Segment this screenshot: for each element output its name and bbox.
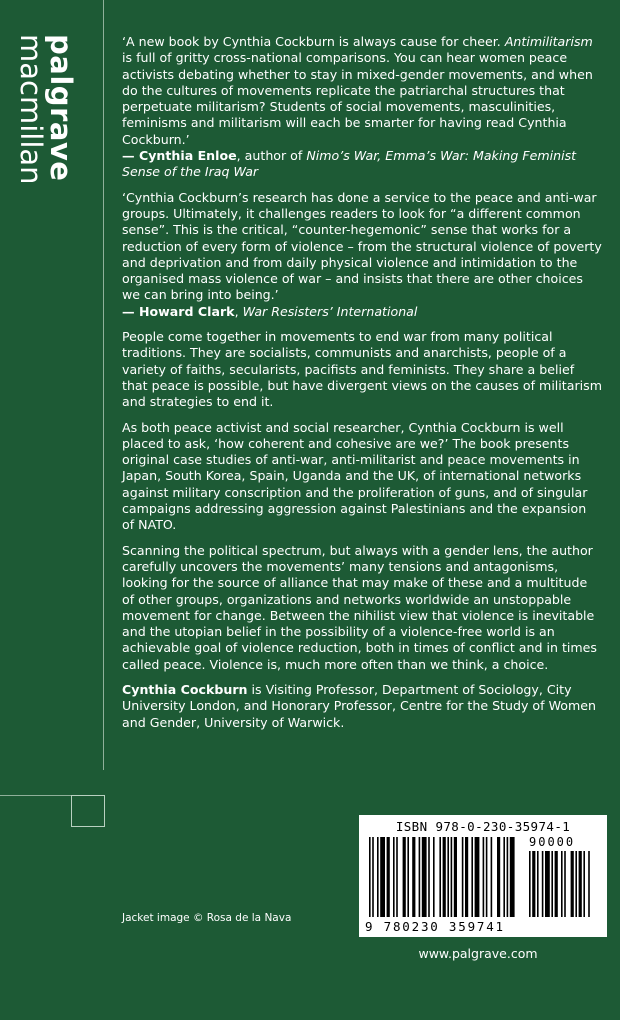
logo-line-palgrave: palgrave: [44, 34, 78, 182]
decorative-square-icon: [71, 795, 105, 827]
barcode-bar: [428, 837, 430, 917]
addon-bar: [579, 851, 582, 917]
addon-bar: [529, 851, 531, 917]
barcode-bar: [497, 837, 500, 917]
barcode-bar: [462, 837, 464, 917]
isbn-barcode: [359, 815, 607, 937]
back-cover-text: [122, 34, 602, 740]
jacket-image-credit: Jacket image © Rosa de la Nava: [122, 912, 292, 924]
barcode-bar: [377, 837, 379, 917]
review-attribution-1: — Cynthia Enloe, author of Nimo’s War, Emma’s War: Making Feminist Sense of the Iraq War: [122, 148, 577, 180]
barcode-bar: [393, 837, 395, 917]
barcode-bar: [396, 837, 398, 917]
addon-bar: [571, 851, 574, 917]
barcode-bar: [471, 837, 473, 917]
barcode-bar: [443, 837, 446, 917]
addon-bar: [532, 851, 535, 917]
publisher-website-link[interactable]: www.palgrave.com: [418, 946, 538, 961]
addon-bar: [537, 851, 539, 917]
barcode-bar: [486, 837, 488, 917]
barcode-bar: [412, 837, 415, 917]
barcode-bar: [422, 837, 427, 917]
barcode-bar: [475, 837, 480, 917]
barcode-bar: [419, 837, 421, 917]
addon-bar: [583, 851, 585, 917]
logo-line-macmillan: macmillan: [14, 34, 48, 185]
addon-bar: [545, 851, 550, 917]
isbn-label: ISBN 978-0-230-35974-1: [395, 819, 571, 834]
barcode-bar: [510, 837, 515, 917]
addon-bar: [561, 851, 563, 917]
barcode-bar: [372, 837, 374, 917]
addon-bar: [542, 851, 544, 917]
description-paragraph-3: Scanning the political spectrum, but always with a gender lens, the author carefully uncovers the movements’ many tensions and antagonisms, looking for the source of alliance that may make of these and a multitude of other groups, organizations and networks worldwide an unstoppable movement for change. Between the nihilist view that violence is inevitable and the utopian belief in the possibility of a violence-free world is an achievable goal of violence reduction, both in times of conflict and in times called peace. Violence is, much more often than we think, a choice.: [122, 542, 597, 672]
barcode-bar: [387, 837, 390, 917]
publisher-logo: [14, 34, 104, 194]
author-bio: Cynthia Cockburn is Visiting Professor, Department of Sociology, City University London, and Honorary Professor, Centre for the Study of Women and Gender, University of Warwick.: [122, 681, 596, 730]
barcode-bar: [380, 837, 385, 917]
addon-bar: [564, 851, 566, 917]
barcode-bar: [465, 837, 468, 917]
barcode-bar: [503, 837, 505, 917]
ean-number: 9 780230 359741: [365, 919, 505, 934]
review-quote-2: ‘Cynthia Cockburn’s research has done a service to the peace and anti-war groups. Ultimately, it challenges readers to look for “a different common sense”. This is the critical, “counter-hegemonic” sense that works for a reduction of every form of violence – from the structural violence of poverty and deprivation and from daily physical violence and intimidation to the organised mass violence of war – and insists that there are other choices we can bring into being.’: [122, 189, 602, 303]
barcode-bar: [451, 837, 453, 917]
barcode-bar: [439, 837, 441, 917]
barcode-bar: [447, 837, 449, 917]
description-paragraph-2: As both peace activist and social researcher, Cynthia Cockburn is well placed to ask, ‘how coherent and cohesive are we?’ The book presents original case studies of anti-war, anti-militarist and peace movements in Japan, South Korea, Spain, Uganda and the UK, of international networks against military conscription and the proliferation of guns, and of singular campaigns addressing aggression against Palestinians and the expansion of NATO.: [122, 419, 588, 533]
barcode-bar: [403, 837, 406, 917]
addon-bar: [555, 851, 558, 917]
barcode-bar: [433, 837, 435, 917]
barcode-bar: [369, 837, 371, 917]
review-attribution-2: — Howard Clark, War Resisters’ International: [122, 303, 418, 319]
addon-bar: [588, 851, 590, 917]
barcode-bar: [507, 837, 509, 917]
addon-bar: [551, 851, 553, 917]
addon-bar: [575, 851, 577, 917]
description-paragraph-1: People come together in movements to end war from many political traditions. They are socialists, communists and anarchists, people of a variety of faiths, secularists, pacifists and feminists. They share a belief that peace is possible, but have divergent views on the causes of militarism and strategies to end it.: [122, 329, 602, 410]
decorative-rule: [0, 795, 72, 796]
review-quote-1: ‘A new book by Cynthia Cockburn is always cause for cheer. Antimilitarism is full of gritty cross-national comparisons. You can hear women peace activists debating whether to stay in mixed-gender movements, and when do the cultures of movements replicate the patriarchal structures that perpetuate militarism? Students of social movements, masculinities, feminisms and militarism will each be smarter for having read Cynthia Cockburn.’: [122, 34, 593, 147]
barcode-bar: [407, 837, 409, 917]
barcode-bar: [454, 837, 457, 917]
barcode-bar: [491, 837, 493, 917]
price-addon-code: 90000: [529, 835, 576, 849]
barcode-bar: [483, 837, 485, 917]
